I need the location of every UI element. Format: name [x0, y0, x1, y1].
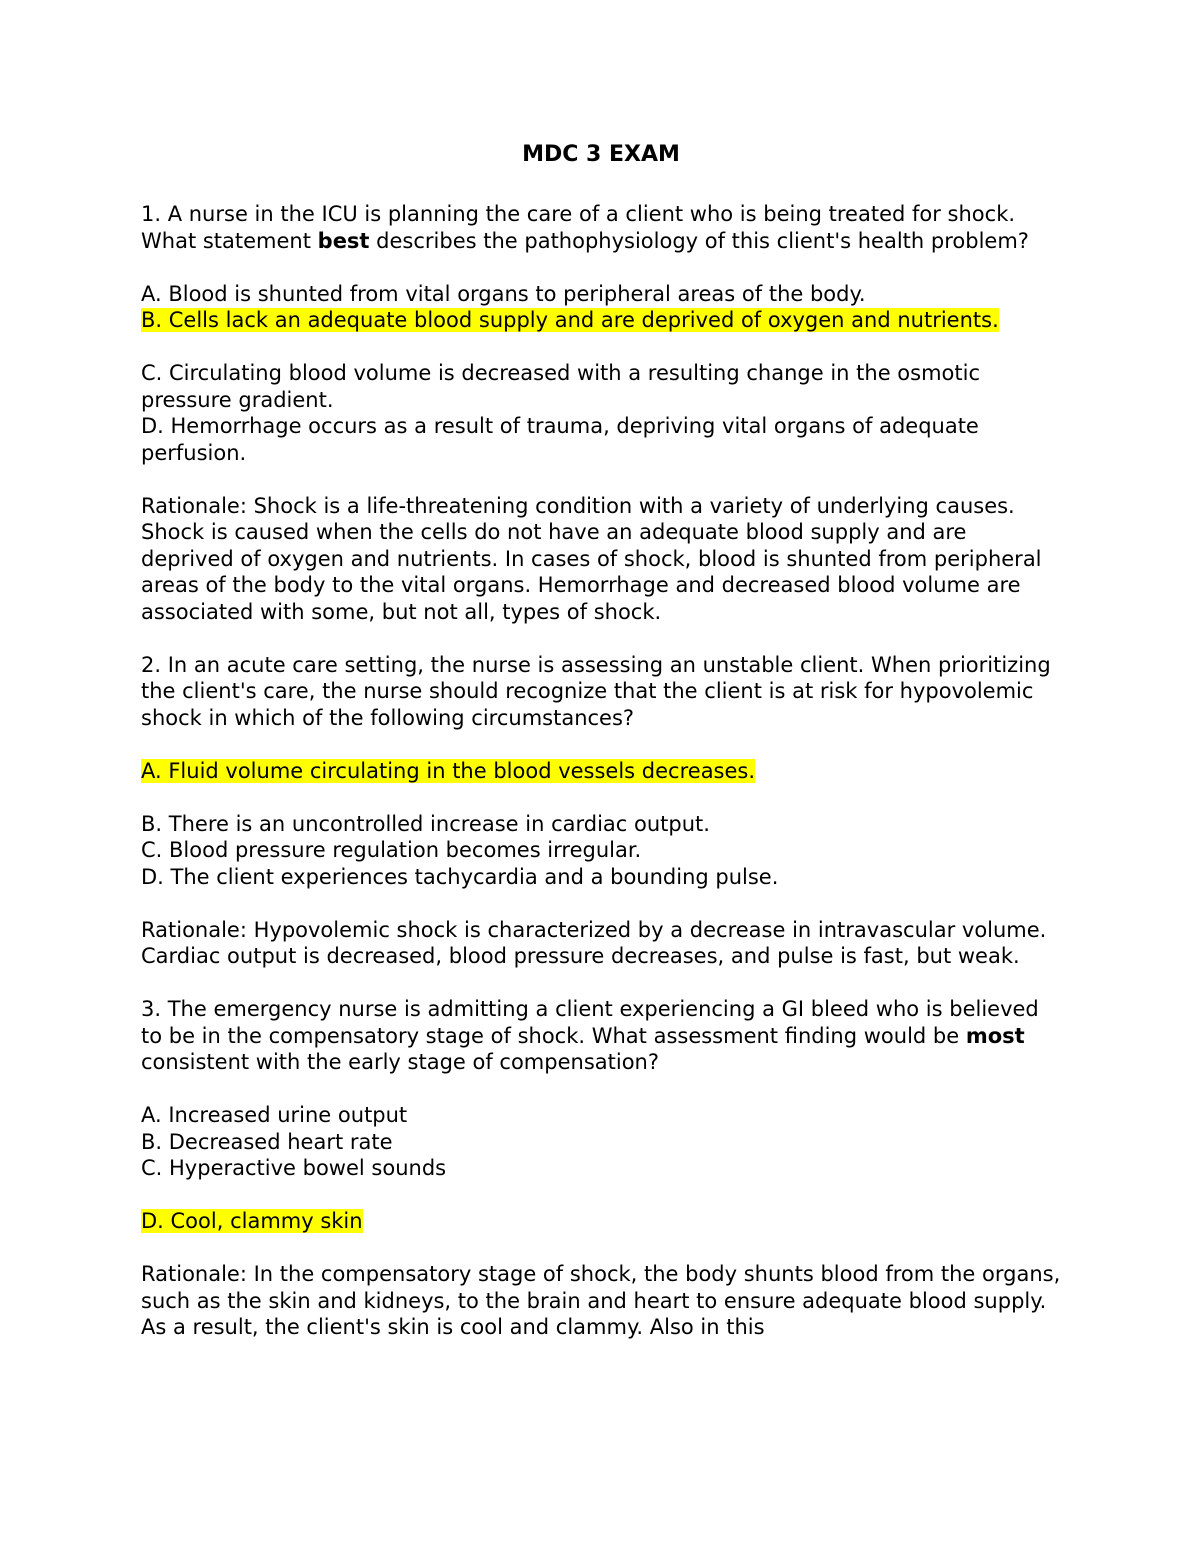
question-1-stem-end: describes the pathophysiology of this client's health problem?	[369, 228, 1029, 253]
spacer	[141, 334, 1061, 361]
question-3-rationale: Rationale: In the compensatory stage of shock, the body shunts blood from the organs, such as the skin and kidneys, to the brain and heart to ensure adequate blood supply. As a result, the client's skin is cool and clammy. Also in this	[141, 1262, 1061, 1339]
spacer	[141, 1235, 1061, 1262]
document-title: MDC 3 EXAM	[522, 142, 680, 167]
question-2-option-a	[141, 758, 1061, 785]
question-1-stem	[141, 201, 1061, 254]
question-2-stem: 2. In an acute care setting, the nurse is assessing an unstable client. When prioritizing the client's care, the nurse should recognize that the client is at risk for hypovolemic shock in which of the following circumstances?	[141, 652, 1051, 730]
question-1-option-a: A. Blood is shunted from vital organs to peripheral areas of the body.	[141, 281, 866, 306]
spacer	[141, 1076, 1061, 1103]
spacer	[141, 625, 1061, 652]
question-3-option-d	[141, 1208, 1061, 1235]
question-1-stem-start: 1. A nurse in the ICU is planning the care of a client who is being treated for shock. What statement	[141, 202, 1016, 253]
question-1-option-b	[141, 307, 1061, 334]
spacer	[141, 970, 1061, 997]
spacer	[141, 784, 1061, 811]
question-2-option-a-highlight: A. Fluid volume circulating in the blood vessels decreases.	[141, 758, 756, 783]
question-1-option-b-highlight: B. Cells lack an adequate blood supply and are deprived of oxygen and nutrients.	[141, 308, 999, 332]
spacer	[141, 1182, 1061, 1209]
spacer	[141, 466, 1061, 493]
spacer	[141, 731, 1061, 758]
question-3-stem-start: 3. The emergency nurse is admitting a client experiencing a GI bleed who is believed to be in the compensatory stage of shock. What assessment finding would be	[141, 997, 1039, 1048]
question-3-stem-emphasis: most	[965, 1023, 1025, 1048]
question-3-stem-end: consistent with the early stage of compensation?	[141, 1050, 659, 1074]
question-1-option-c: C. Circulating blood volume is decreased with a resulting change in the osmotic pressure gradient.	[141, 361, 980, 412]
spacer	[141, 890, 1061, 917]
question-3-option-a: A. Increased urine output	[141, 1103, 408, 1127]
question-1-rationale: Rationale: Shock is a life-threatening condition with a variety of underlying causes. Shock is caused when the cells do not have an adequate blood supply and are deprived of oxygen and nutrients. In cases of shock, blood is shunted from peripheral areas of the body to the vital organs. Hemorrhage and decreased blood volume are associated with some, but not all, types of shock.	[141, 493, 1042, 624]
question-2-option-b: B. There is an uncontrolled increase in cardiac output.	[141, 811, 710, 836]
question-1-stem-emphasis: best	[317, 228, 370, 253]
question-1-option-d: D. Hemorrhage occurs as a result of trauma, depriving vital organs of adequate perfusion.	[141, 414, 979, 465]
question-3-option-b: B. Decreased heart rate	[141, 1129, 393, 1154]
question-2-option-c: C. Blood pressure regulation becomes irregular.	[141, 838, 642, 862]
question-2-rationale: Rationale: Hypovolemic shock is characterized by a decrease in intravascular volume. Cardiac output is decreased, blood pressure decreases, and pulse is fast, but weak.	[141, 917, 1047, 968]
question-3-stem	[141, 996, 1061, 1076]
question-3-option-d-highlight: D. Cool, clammy skin	[141, 1209, 363, 1233]
spacer	[141, 254, 1061, 281]
question-2-option-d: D. The client experiences tachycardia and a bounding pulse.	[141, 864, 779, 889]
document-body	[141, 140, 1061, 1341]
question-3-option-c: C. Hyperactive bowel sounds	[141, 1156, 447, 1180]
